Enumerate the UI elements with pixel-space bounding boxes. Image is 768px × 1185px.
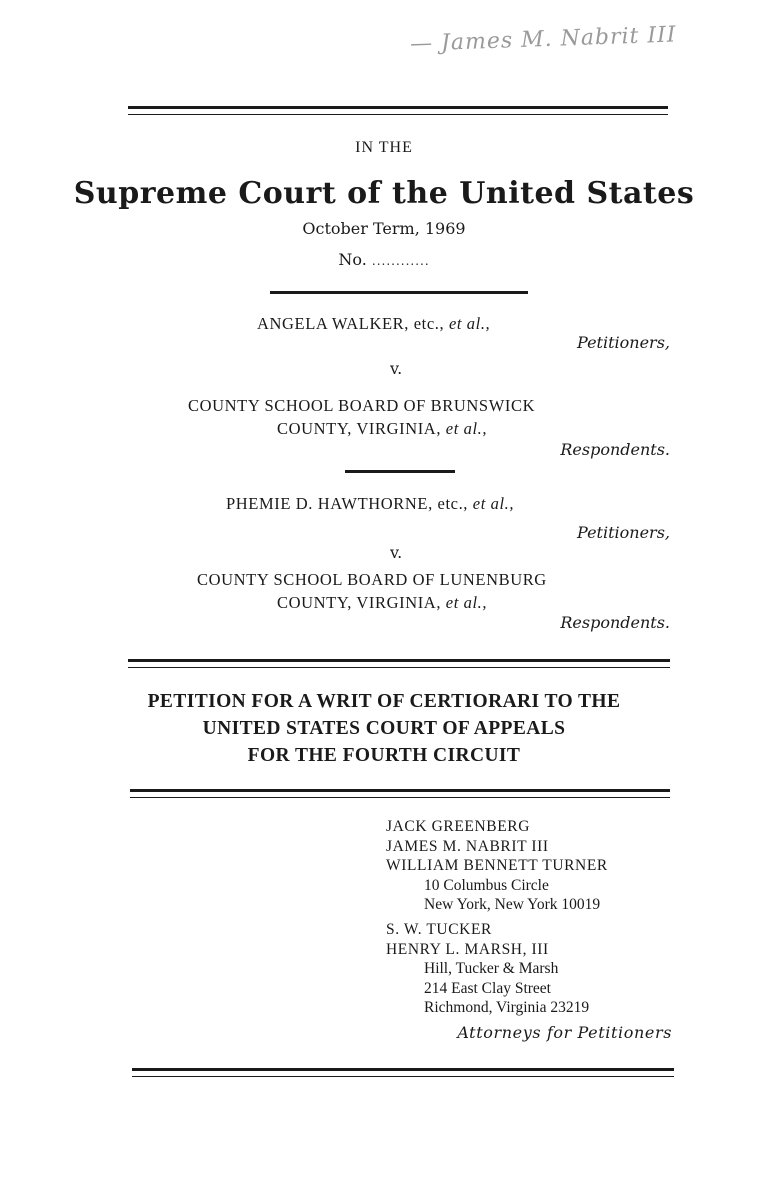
counsel-address: 214 East Clay Street: [424, 979, 551, 997]
counsel-address: Hill, Tucker & Marsh: [424, 960, 559, 977]
case-divider-rule: [345, 470, 455, 473]
counsel-name: WILLIAM BENNETT TURNER: [386, 857, 608, 874]
case2-versus: v.: [390, 543, 403, 562]
case1-respondents-role: Respondents.: [560, 440, 670, 459]
et-al: et al.,: [472, 494, 515, 513]
counsel-name: JACK GREENBERG: [386, 818, 531, 835]
case1-respondents-line2: COUNTY, VIRGINIA, et al.,: [277, 419, 488, 438]
case1-petitioners-role: Petitioners,: [577, 333, 670, 352]
case1-versus: v.: [390, 359, 403, 378]
divider-rule: [270, 291, 528, 294]
docket-label: No.: [338, 250, 367, 269]
petition-title-line3: FOR THE FOURTH CIRCUIT: [247, 745, 521, 766]
case2-respondents-line2: COUNTY, VIRGINIA, et al.,: [277, 593, 488, 612]
counsel-name: S. W. TUCKER: [386, 921, 492, 938]
term-line: October Term, 1969: [302, 219, 466, 238]
case2-respondents-role: Respondents.: [560, 613, 670, 632]
case1-respondents-line1: COUNTY SCHOOL BOARD OF BRUNSWICK: [188, 396, 536, 415]
docket-number: [0, 250, 768, 269]
counsel-name: HENRY L. MARSH, III: [386, 940, 549, 958]
et-al: et al.,: [445, 593, 488, 612]
title-bottom-rule: [130, 789, 670, 798]
case2-petitioners: PHEMIE D. HAWTHORNE, etc., et al.,: [226, 494, 515, 513]
title-top-rule: [128, 659, 670, 668]
counsel-address: New York, New York 10019: [424, 896, 601, 913]
counsel-name: JAMES M. NABRIT III: [386, 837, 549, 855]
et-al: et al.,: [448, 314, 491, 333]
bottom-rule: [132, 1068, 674, 1077]
attorneys-for-petitioners: Attorneys for Petitioners: [457, 1023, 672, 1042]
docket-blank: ............: [371, 254, 430, 268]
handwritten-signature: — James M. Nabrit III: [409, 22, 677, 57]
counsel-group-2: [386, 920, 589, 1018]
in-the-heading: IN THE: [355, 139, 413, 156]
case2-respondents-line1: COUNTY SCHOOL BOARD OF LUNENBURG: [197, 570, 547, 589]
petition-title-line1: PETITION FOR A WRIT OF CERTIORARI TO THE: [147, 691, 621, 712]
case2-petitioners-role: Petitioners,: [577, 523, 670, 542]
court-name: Supreme Court of the United States: [73, 176, 695, 211]
counsel-address: 10 Columbus Circle: [424, 876, 549, 894]
et-al: et al.,: [445, 419, 488, 438]
counsel-address: Richmond, Virginia 23219: [424, 999, 590, 1016]
counsel-group-1: [386, 817, 608, 915]
petition-title: [0, 688, 768, 769]
petition-title-line2: UNITED STATES COURT OF APPEALS: [202, 718, 566, 739]
case1-petitioners: ANGELA WALKER, etc., et al.,: [257, 314, 491, 333]
top-rule: [128, 106, 668, 115]
